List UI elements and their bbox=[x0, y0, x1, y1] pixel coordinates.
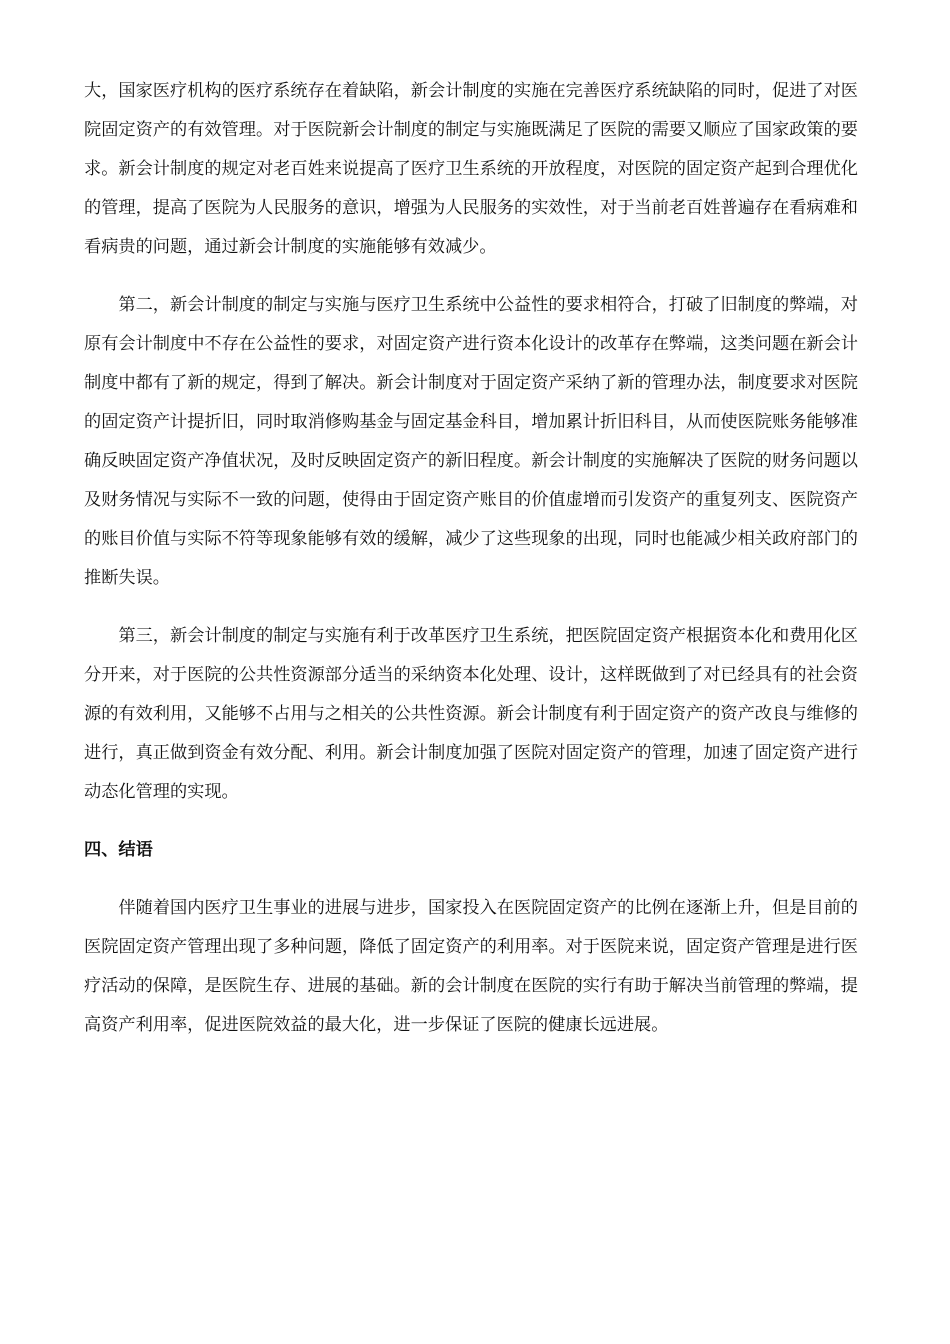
section-heading-conclusion: 四、结语 bbox=[84, 840, 153, 860]
paragraph-second-point: 第二，新会计制度的制定与实施与医疗卫生系统中公益性的要求相符合，打破了旧制度的弊端，对原有会计制度中不存在公益性的要求，对固定资产进行资本化设计的改革存在弊端，这类问题在新会计制度中都有了新的规定，得到了解决。新会计制度对于固定资产采纳了新的管理办法，制度要求对医院的固定资产计提折旧，同时取消修购基金与固定基金科目，增加累计折旧科目，从而使医院账务能够准确反映固定资产净值状况，及时反映固定资产的新旧程度。新会计制度的实施解决了医院的财务问题以及财务情况与实际不一致的问题，使得由于固定资产账目的价值虚增而引发资产的重复列支、医院资产的账目价值与实际不符等现象能够有效的缓解，减少了这些现象的出现，同时也能减少相关政府部门的推断失误。 bbox=[84, 295, 858, 588]
paragraph-third-point: 第三，新会计制度的制定与实施有利于改革医疗卫生系统，把医院固定资产根据资本化和费用化区分开来，对于医院的公共性资源部分适当的采纳资本化处理、设计，这样既做到了对已经具有的社会资源的有效利用，又能够不占用与之相关的公共性资源。新会计制度有利于固定资产的资产改良与维修的进行，真正做到资金有效分配、利用。新会计制度加强了医院对固定资产的管理，加速了固定资产进行动态化管理的实现。 bbox=[84, 626, 858, 802]
paragraph-gap bbox=[84, 267, 858, 286]
paragraph-continuation: 大，国家医疗机构的医疗系统存在着缺陷，新会计制度的实施在完善医疗系统缺陷的同时，促进了对医院固定资产的有效管理。对于医院新会计制度的制定与实施既满足了医院的需要又顺应了国家政策的要求。新会计制度的规定对老百姓来说提高了医疗卫生系统的开放程度，对医院的固定资产起到合理优化的管理，提高了医院为人民服务的意识，增强为人民服务的实效性，对于当前老百姓普遍存在看病难和看病贵的问题，通过新会计制度的实施能够有效减少。 bbox=[84, 81, 858, 257]
document-page bbox=[84, 72, 858, 1045]
paragraph-gap bbox=[84, 812, 858, 831]
paragraph-conclusion: 伴随着国内医疗卫生事业的进展与进步，国家投入在医院固定资产的比例在逐渐上升，但是目前的医院固定资产管理出现了多种问题，降低了固定资产的利用率。对于医院来说，固定资产管理是进行医疗活动的保障，是医院生存、进展的基础。新的会计制度在医院的实行有助于解决当前管理的弊端，提高资产利用率，促进医院效益的最大化，进一步保证了医院的健康长远进展。 bbox=[84, 898, 858, 1035]
paragraph-gap bbox=[84, 870, 858, 889]
paragraph-gap bbox=[84, 598, 858, 617]
